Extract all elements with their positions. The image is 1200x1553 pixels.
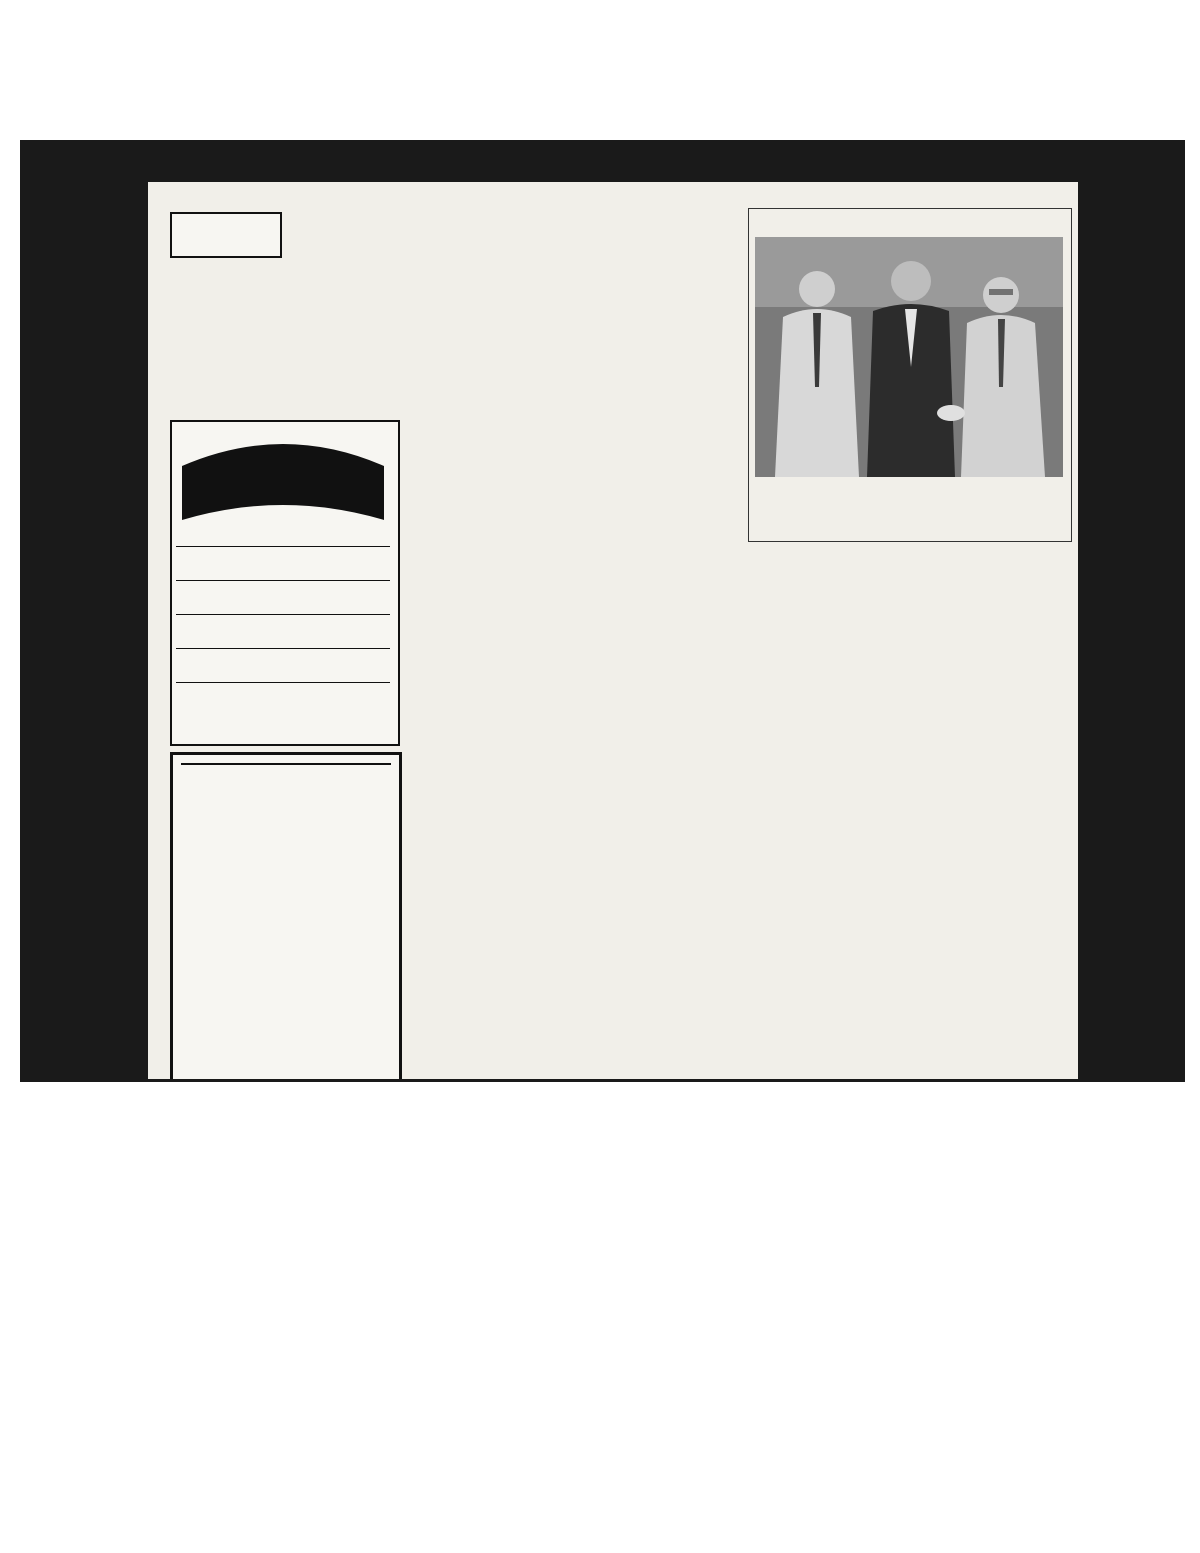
newspaper-lower xyxy=(148,182,1078,1079)
